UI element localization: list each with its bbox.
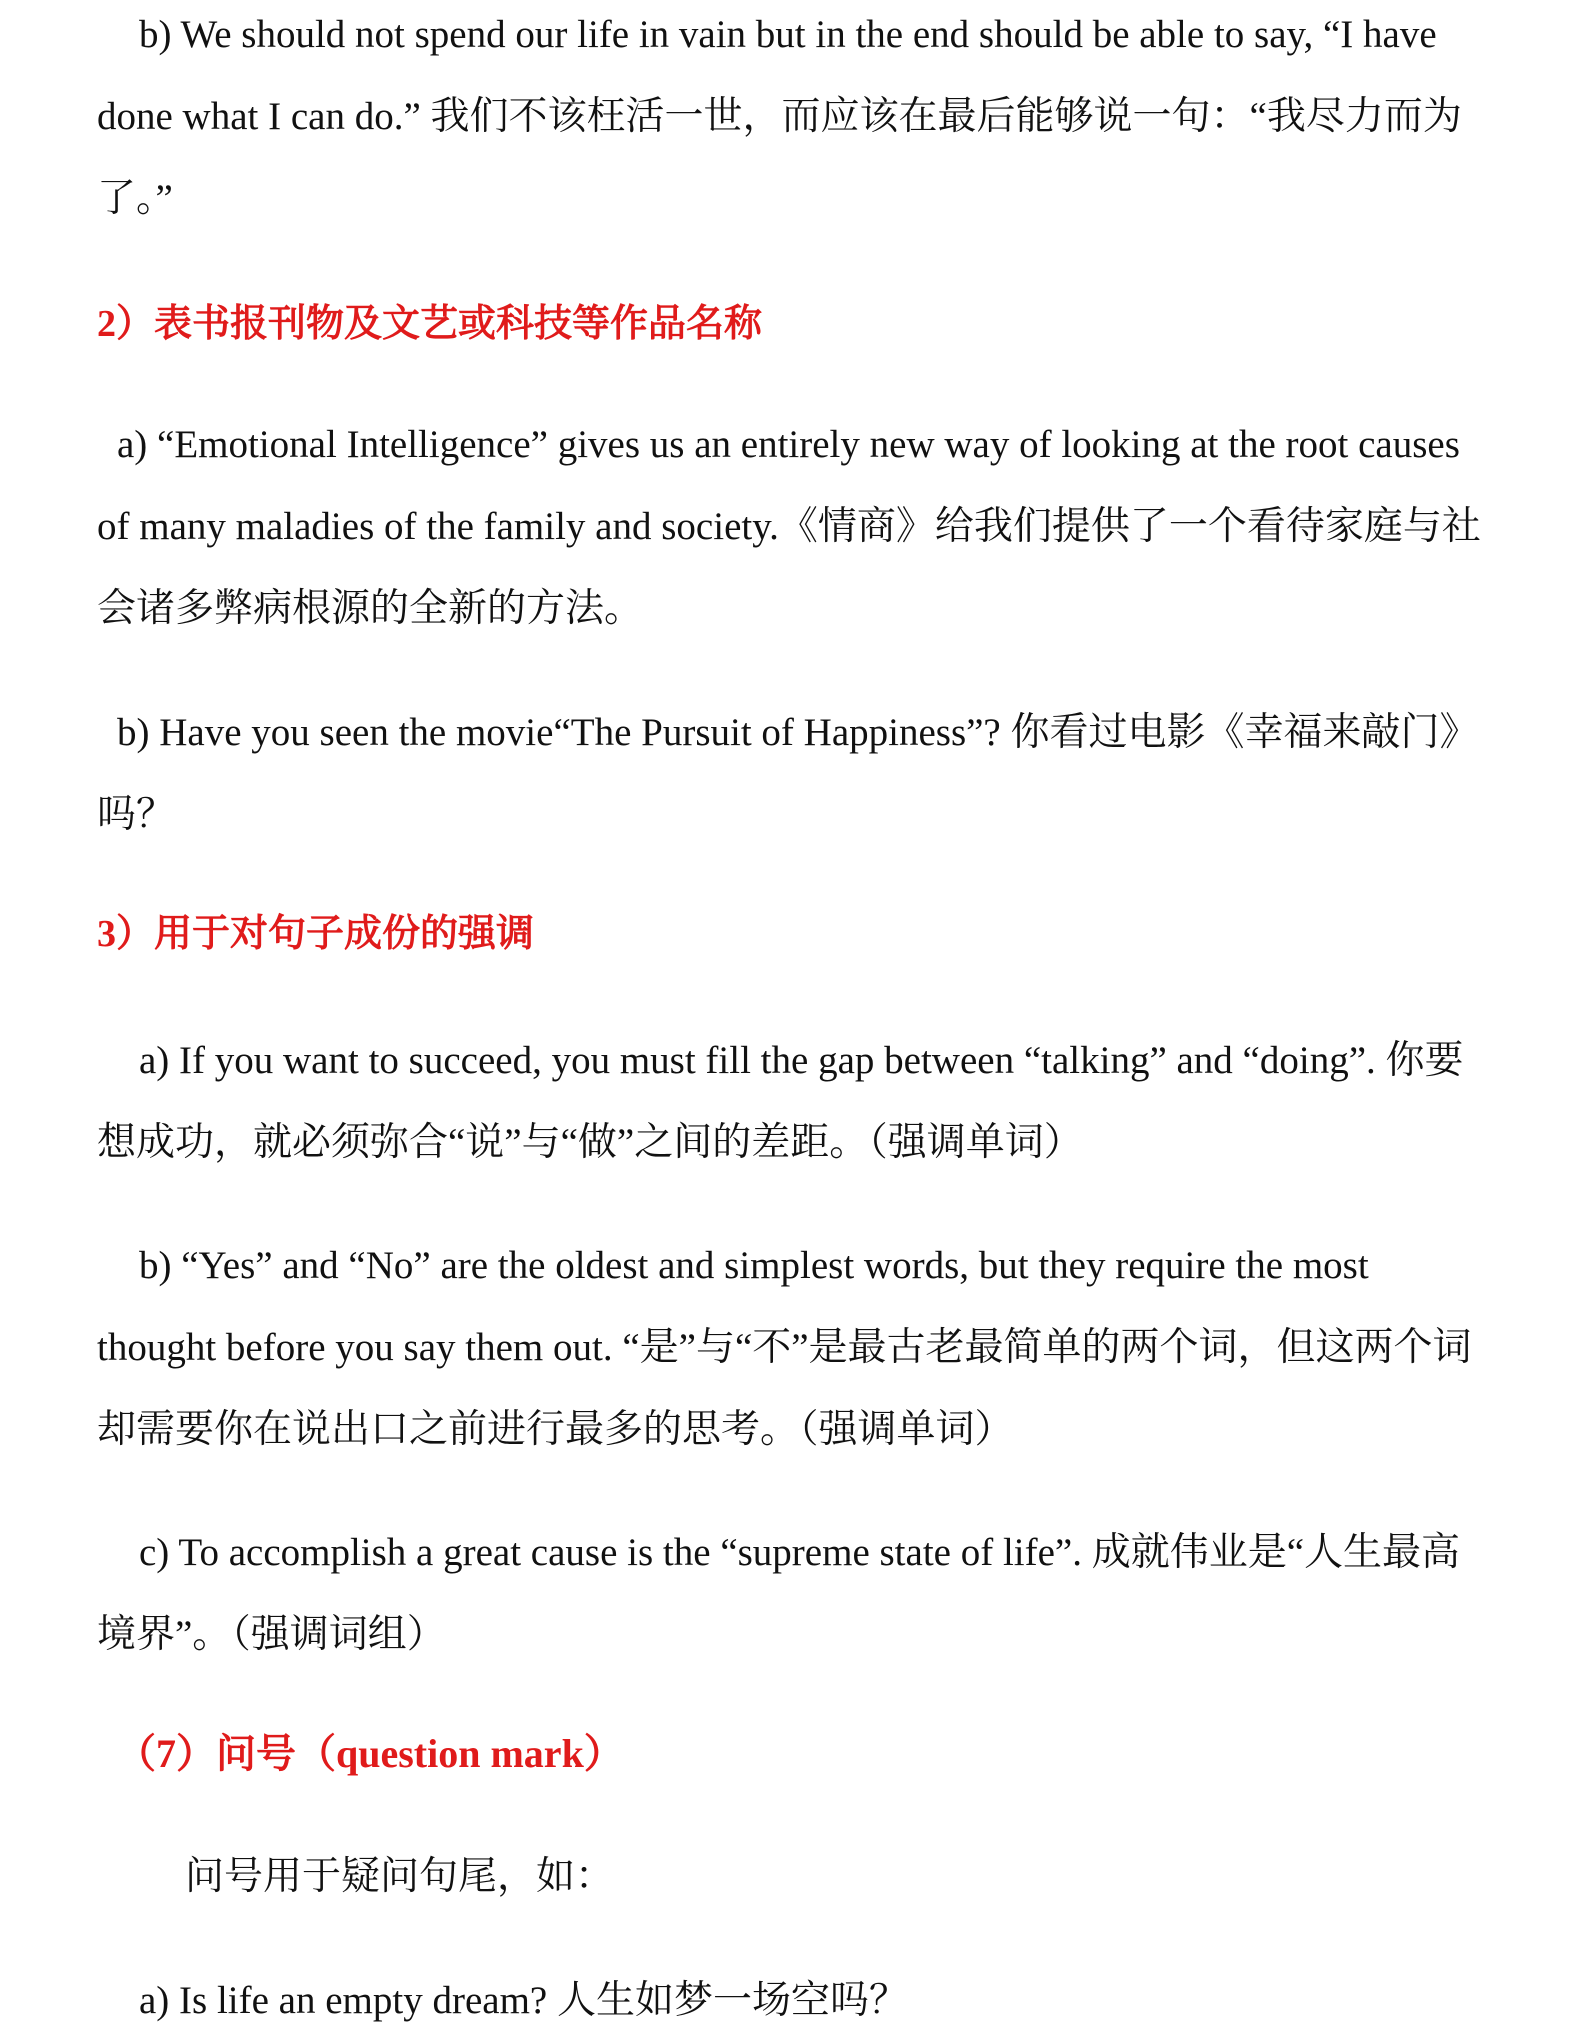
example-sentence-b-life: b) We should not spend our life in vain but in the end should be able to say, “I have done what I can do.” 我们不该枉活一世，而应该在最后能够说一句：“我尽力而为了。” — [97, 13, 1462, 220]
example-sentence-b-movie: b) Have you seen the movie“The Pursuit of Happiness”? 你看过电影《幸福来敲门》吗？ — [97, 711, 1479, 836]
example-sentence-a-succeed: a) If you want to succeed, you must fill the gap between “talking” and “doing”. 你要想成功，就必须弥合“说”与“做”之间的差距。（强调单词） — [97, 1039, 1464, 1164]
question-mark-intro: 问号用于疑问句尾，如： — [185, 1855, 615, 1898]
section-heading-titles: 2）表书报刊物及文艺或科技等作品名称 — [97, 303, 763, 345]
example-sentence-a-empty-dream: a) Is life an empty dream? 人生如梦一场空吗？ — [139, 1979, 908, 2022]
example-sentence-c-great-cause: c) To accomplish a great cause is the “supreme state of life”. 成就伟业是“人生最高境界”。（强调词组） — [97, 1531, 1461, 1656]
example-sentence-a-emotional-intelligence: a) “Emotional Intelligence” gives us an entirely new way of looking at the root causes of many maladies of the family and society.《情商》给我们提供了一个看待家庭与社会诸多弊病根源的全新的方法。 — [97, 423, 1481, 630]
section-heading-emphasis: 3）用于对句子成份的强调 — [97, 913, 535, 955]
example-sentence-b-yes-no: b) “Yes” and “No” are the oldest and simplest words, but they require the most thought before you say them out. “是”与“不”是最古老最简单的两个词，但这两个词却需要你在说出口之前进行最多的思考。（强调单词） — [97, 1244, 1472, 1451]
section-heading-question-mark: （7）问号（question mark） — [116, 1731, 624, 1776]
